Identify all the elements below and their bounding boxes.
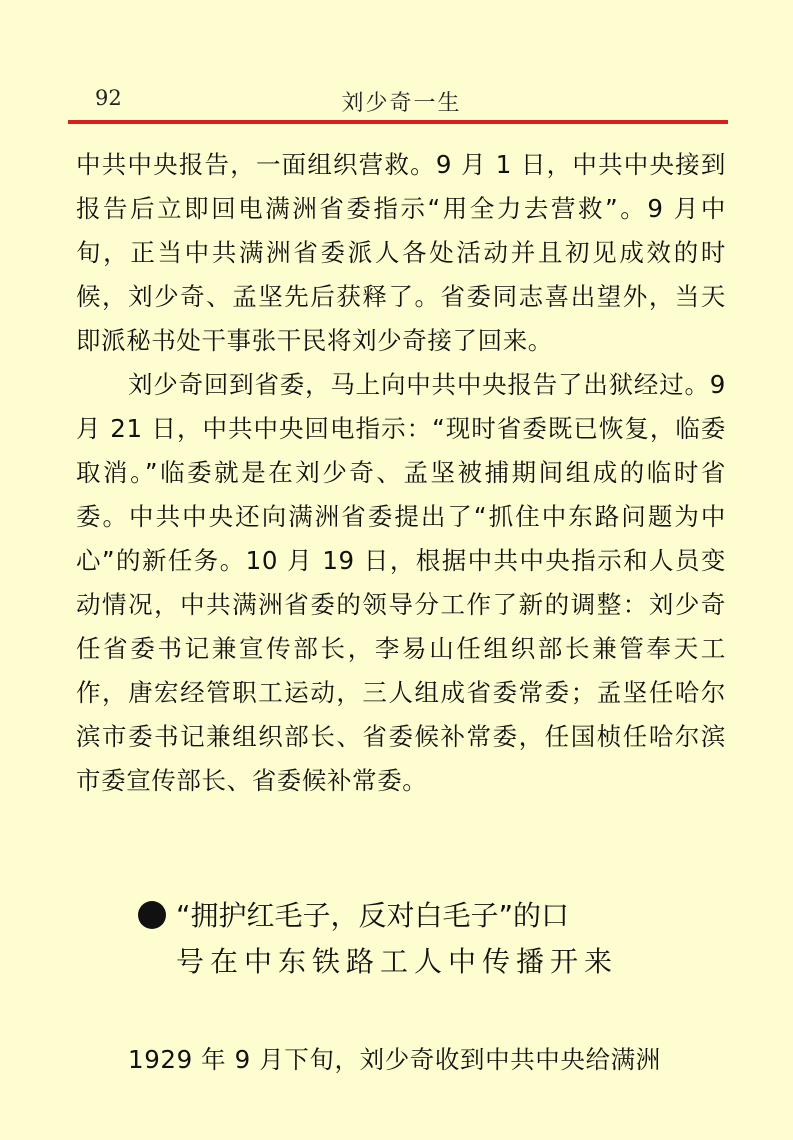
heading-line-1 — [0, 893, 793, 939]
paragraph: 1929 年 9 月下旬，刘少奇收到中共中央给满洲 — [128, 1045, 661, 1074]
last-paragraph-block — [76, 1038, 726, 1082]
section-heading — [0, 893, 793, 985]
bullet-icon — [138, 901, 166, 929]
header-rule — [68, 120, 728, 124]
running-title: 刘少奇一生 — [341, 91, 462, 116]
paragraph: 刘少奇回到省委，马上向中共中央报告了出狱经过。9 月 21 日，中共中央回电指示：“现时省委既已恢复，临委取消。”临委就是在刘少奇、孟坚被捕期间组成的临时省委。中共中央还向满洲省委提出了“抓住中东路问题为中心”的新任务。10 月 19 日，根据中共中央指示和人员变动情况，中共满洲省委的领导分工作了新的调整：刘少奇任省委书记兼宣传部长，李易山任组织部长兼管奉天工作，唐宏经管职工运动，三人组成省委常委；孟坚任哈尔滨市委书记兼组织部长、省委候补常委，任国桢任哈尔滨市委宣传部长、省委候补常委。 — [76, 370, 726, 795]
heading-text-1: “拥护红毛子，反对白毛子”的口 — [176, 899, 570, 932]
paragraph-continued: 中共中央报告，一面组织营救。9 月 1 日，中共中央接到报告后立即回电满洲省委指示“用全力去营救”。9 月中旬，正当中共满洲省委派人各处活动并且初见成效的时候，刘少奇、孟坚先后获释了。省委同志喜出望外，当天即派秘书处干事张干民将刘少奇接了回来。 — [76, 150, 726, 355]
page-number: 92 — [95, 86, 122, 110]
heading-line-2: 号在中东铁路工人中传播开来 — [176, 945, 619, 978]
page-header — [0, 0, 793, 130]
body-text — [76, 143, 726, 803]
